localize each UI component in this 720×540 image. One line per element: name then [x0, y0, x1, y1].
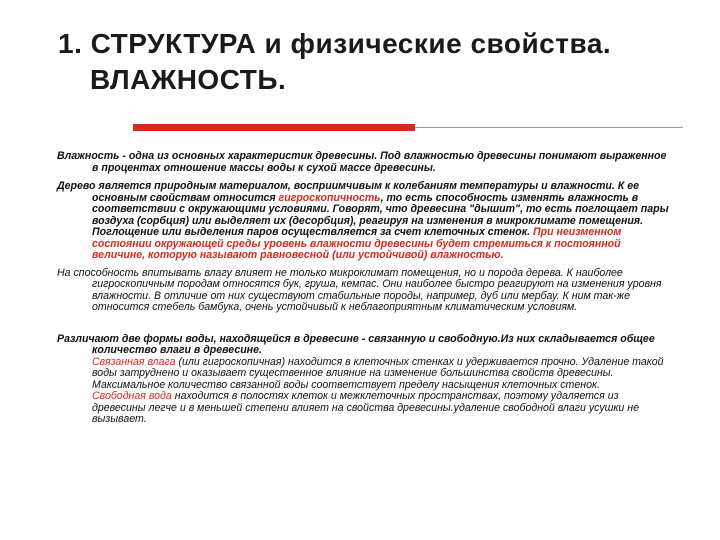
free-water-text: находится в полостях клеток и межклеточных пространствах, поэтому удаляется из древесины легче и в меньшей степени влияет на свойства древесины.удаление свободной влаги усушки не вызывает.: [92, 390, 639, 425]
equilibrium-moisture-text: При неизменном состоянии окружающей среды уровень влажности древесины будет стремиться к постоянной величине, которую называют равновесной (или устойчивой) влажностью.: [92, 226, 622, 261]
wood-species-text: На способность впитывать влагу влияет не только микроклимат помещения, но и порода дерева. К наиболее гигроскопичным породам относятся бук, груша, кемпас. Они наиболее быстро реагируют на изменения уровня влажности. В отличие от них существуют стабильные породы, например, дуб или мербау. К ним так-же относится стебель бамбука, очень устойчивый к неблагоприятным климатическим условиям.: [57, 266, 662, 313]
title-line-1: 1. СТРУКТУРА и физические свойства.: [58, 28, 612, 59]
paragraph-hygroscopicity: [57, 181, 675, 262]
paragraph-bound-water: [57, 357, 675, 392]
hygroscopicity-text-1: Дерево является природным материалом, восприимчивым к колебаниям температуры и влажности. К ее основным свойствам относится: [57, 180, 639, 204]
title-line-2: ВЛАЖНОСТЬ.: [90, 64, 287, 95]
water-forms-text: Различают две формы воды, находящейся в древесине - связанную и свободную.Из них складывается общее количество влаги в древесине.: [57, 332, 655, 356]
paragraph-water-forms: [57, 334, 675, 357]
paragraph-wood-species: [57, 268, 675, 314]
paragraph-free-water: [57, 391, 675, 426]
paragraph-moisture-definition: [57, 151, 675, 174]
bound-water-term: Связанная влага: [92, 355, 176, 368]
hygroscopicity-term: гигроскопичность: [278, 191, 381, 204]
slide-body: [57, 151, 675, 426]
slide-title: [58, 26, 611, 98]
free-water-term: Свободная вода: [92, 390, 172, 402]
title-underline-rule: [415, 127, 683, 128]
bound-water-text: (или гигроскопичная) находится в клеточных стенках и удерживается прочно. Удаление такой воды затруднено и оказывает существенное влияние на изменение большинства свойств древесины. Максимальное количество связанной воды соответствует пределу насыщения клеточных стенок.: [92, 355, 664, 391]
title-underline-accent: [133, 124, 415, 131]
hygroscopicity-text-2: , то есть способность изменять влажность в соответствии с окружающими условиями. Говорят, что древесина "дышит", то есть поглощает пары воздуха (сорбция) или выделяет их (десорбция), реагируя на изменения в микроклимате помещения. Поглощение или выделения паров осуществляется за счет клеточных стенок.: [92, 191, 669, 238]
moisture-definition-text: Влажность - одна из основных характеристик древесины. Под влажностью древесины понимают выраженное в процентах отношение массы воды к сухой массе древесины.: [57, 150, 667, 174]
